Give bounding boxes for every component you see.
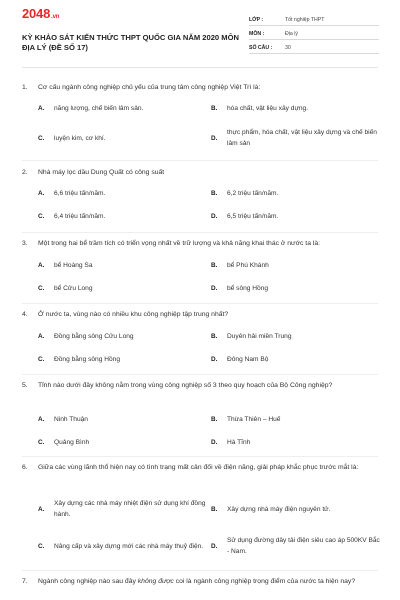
option-text: Xây dựng nhà máy điện nguyên tử. bbox=[227, 505, 331, 513]
option-a[interactable] bbox=[38, 186, 198, 200]
option-letter: C. bbox=[38, 355, 45, 363]
option-text: Quảng Bình bbox=[54, 438, 90, 446]
question-text-part: Ngành công nghiệp nào sau đây bbox=[38, 578, 138, 585]
header-divider bbox=[22, 67, 378, 68]
option-text: hóa chất, vật liệu xây dựng. bbox=[227, 104, 309, 112]
question-text: Một trong hai bể trầm tích có triển vọng nhất về trữ lượng và khả năng khai thác ở nước ta là: bbox=[38, 240, 321, 247]
option-letter: D. bbox=[211, 284, 218, 292]
question-number: 2. bbox=[22, 169, 28, 176]
info-row-count bbox=[249, 40, 379, 54]
option-d[interactable] bbox=[211, 281, 381, 295]
question-number: 1. bbox=[22, 84, 28, 91]
question-divider bbox=[22, 232, 378, 233]
option-letter: A. bbox=[38, 332, 45, 340]
option-text: 6,5 triệu tấn/năm. bbox=[227, 212, 279, 220]
option-text: bể sông Hồng bbox=[227, 284, 269, 292]
option-letter: A. bbox=[38, 189, 45, 197]
option-text: bể Phú Khánh bbox=[227, 261, 269, 269]
question-number: 5. bbox=[22, 382, 28, 389]
option-b[interactable] bbox=[211, 502, 381, 516]
info-row-class bbox=[249, 12, 379, 26]
question-divider bbox=[22, 456, 378, 457]
option-a[interactable] bbox=[38, 495, 206, 523]
option-letter: D. bbox=[211, 542, 218, 550]
question-number: 6. bbox=[22, 464, 28, 471]
site-logo[interactable] bbox=[22, 6, 59, 21]
option-letter: B. bbox=[211, 505, 218, 513]
option-text: 6,4 triệu tấn/năm. bbox=[54, 212, 106, 220]
option-b[interactable] bbox=[211, 412, 381, 426]
option-a[interactable] bbox=[38, 329, 198, 343]
option-c[interactable] bbox=[38, 352, 198, 366]
option-a[interactable] bbox=[38, 258, 198, 272]
question-text bbox=[38, 576, 374, 587]
option-text: Nâng cấp và xây dựng mới các nhà máy thuỷ điện. bbox=[54, 542, 204, 550]
logo-main: 2048 bbox=[22, 6, 51, 21]
option-text: bể Cửu Long bbox=[54, 284, 93, 292]
option-b[interactable] bbox=[211, 186, 381, 200]
option-letter: C. bbox=[38, 284, 45, 292]
option-letter: D. bbox=[211, 212, 218, 220]
info-label: MÔN : bbox=[249, 31, 265, 37]
option-text: Duyên hải miền Trung bbox=[227, 332, 292, 340]
option-text: Xây dựng các nhà máy nhiệt điện sử dụng khí đồng hành. bbox=[54, 500, 206, 518]
info-label: SỐ CÂU : bbox=[249, 45, 273, 51]
question-number: 7. bbox=[22, 578, 28, 585]
option-letter: B. bbox=[211, 261, 218, 269]
question-text-part: coi là ngành công nghiệp trọng điểm của nước ta hiện nay? bbox=[173, 578, 356, 585]
exam-info-box bbox=[249, 12, 379, 54]
option-text: Hà Tĩnh bbox=[227, 438, 251, 446]
exam-header bbox=[0, 0, 400, 64]
option-text: Ninh Thuận bbox=[54, 415, 88, 423]
option-letter: B. bbox=[211, 189, 218, 197]
option-d[interactable] bbox=[211, 352, 381, 366]
option-text: bể Hoàng Sa bbox=[54, 261, 93, 269]
question-number: 4. bbox=[22, 311, 28, 318]
question-text: Ở nước ta, vùng nào có nhiều khu công nghiệp tập trung nhất? bbox=[38, 311, 229, 318]
option-b[interactable] bbox=[211, 258, 381, 272]
question-number: 3. bbox=[22, 240, 28, 247]
option-d[interactable] bbox=[211, 209, 381, 223]
info-value: 30 bbox=[285, 45, 291, 51]
option-a[interactable] bbox=[38, 101, 198, 115]
option-letter: B. bbox=[211, 104, 218, 112]
option-text: Đồng bằng sông Cửu Long bbox=[54, 332, 134, 340]
option-letter: B. bbox=[211, 332, 218, 340]
question-divider bbox=[22, 570, 378, 571]
option-text: Sử dụng đường dây tải điện siêu cao áp 500KV Bắc - Nam. bbox=[227, 537, 380, 555]
option-letter: D. bbox=[211, 438, 218, 446]
option-letter: C. bbox=[38, 212, 45, 220]
exam-title: KỲ KHẢO SÁT KIẾN THỨC THPT QUỐC GIA NĂM 2020 MÔN ĐỊA LÝ (ĐỀ SỐ 17) bbox=[22, 33, 239, 52]
option-b[interactable] bbox=[211, 329, 381, 343]
question-text: Nhà máy lọc dầu Dung Quất có công suất bbox=[38, 169, 165, 176]
option-c[interactable] bbox=[38, 281, 198, 295]
option-letter: A. bbox=[38, 505, 45, 513]
option-letter: A. bbox=[38, 261, 45, 269]
option-a[interactable] bbox=[38, 412, 198, 426]
option-d[interactable] bbox=[211, 124, 381, 152]
question-divider bbox=[22, 303, 378, 304]
option-c[interactable] bbox=[38, 532, 206, 560]
option-text: năng lượng, chế biến lâm sản. bbox=[54, 104, 144, 112]
option-text: luyện kim, cơ khí. bbox=[54, 134, 106, 142]
option-text: Thừa Thiên – Huế bbox=[227, 415, 281, 423]
logo-sub: .vn bbox=[51, 14, 60, 20]
question-divider bbox=[22, 374, 378, 375]
question-divider bbox=[22, 160, 378, 161]
option-d[interactable] bbox=[211, 435, 381, 449]
option-text: Đồng bằng sông Hồng bbox=[54, 355, 120, 363]
option-text: thực phẩm, hóa chất, vật liệu xây dựng và chế biến lâm sản bbox=[227, 129, 377, 147]
option-text: 6,2 triệu tấn/năm. bbox=[227, 189, 279, 197]
option-letter: B. bbox=[211, 415, 218, 423]
option-letter: A. bbox=[38, 104, 45, 112]
info-row-subject bbox=[249, 26, 379, 40]
option-letter: C. bbox=[38, 438, 45, 446]
option-c[interactable] bbox=[38, 435, 198, 449]
info-value: Tốt nghiệp THPT bbox=[285, 17, 325, 23]
option-letter: C. bbox=[38, 542, 45, 550]
option-c[interactable] bbox=[38, 131, 198, 145]
question-text: Giữa các vùng lãnh thổ hiện nay có tình trạng mất cân đối về điện năng, giải pháp khắc phục trước mắt là: bbox=[38, 464, 359, 471]
option-d[interactable] bbox=[211, 532, 381, 560]
info-label: LỚP : bbox=[249, 17, 264, 23]
option-letter: C. bbox=[38, 134, 45, 142]
info-value: Địa lý bbox=[285, 31, 298, 37]
question-text: Tỉnh nào dưới đây không nằm trong vùng công nghiệp số 3 theo quy hoạch của Bộ Công nghiệp? bbox=[38, 382, 333, 389]
option-letter: D. bbox=[211, 355, 218, 363]
option-c[interactable] bbox=[38, 209, 198, 223]
option-b[interactable] bbox=[211, 101, 381, 115]
option-letter: A. bbox=[38, 415, 45, 423]
question-text: Cơ cấu ngành công nghiệp chủ yếu của trung tâm công nghiệp Việt Trì là: bbox=[38, 84, 261, 91]
option-text: 6,6 triệu tấn/năm. bbox=[54, 189, 106, 197]
option-text: Đông Nam Bộ bbox=[227, 355, 269, 363]
question-text-emphasis: không được bbox=[137, 578, 174, 585]
option-letter: D. bbox=[211, 134, 218, 142]
